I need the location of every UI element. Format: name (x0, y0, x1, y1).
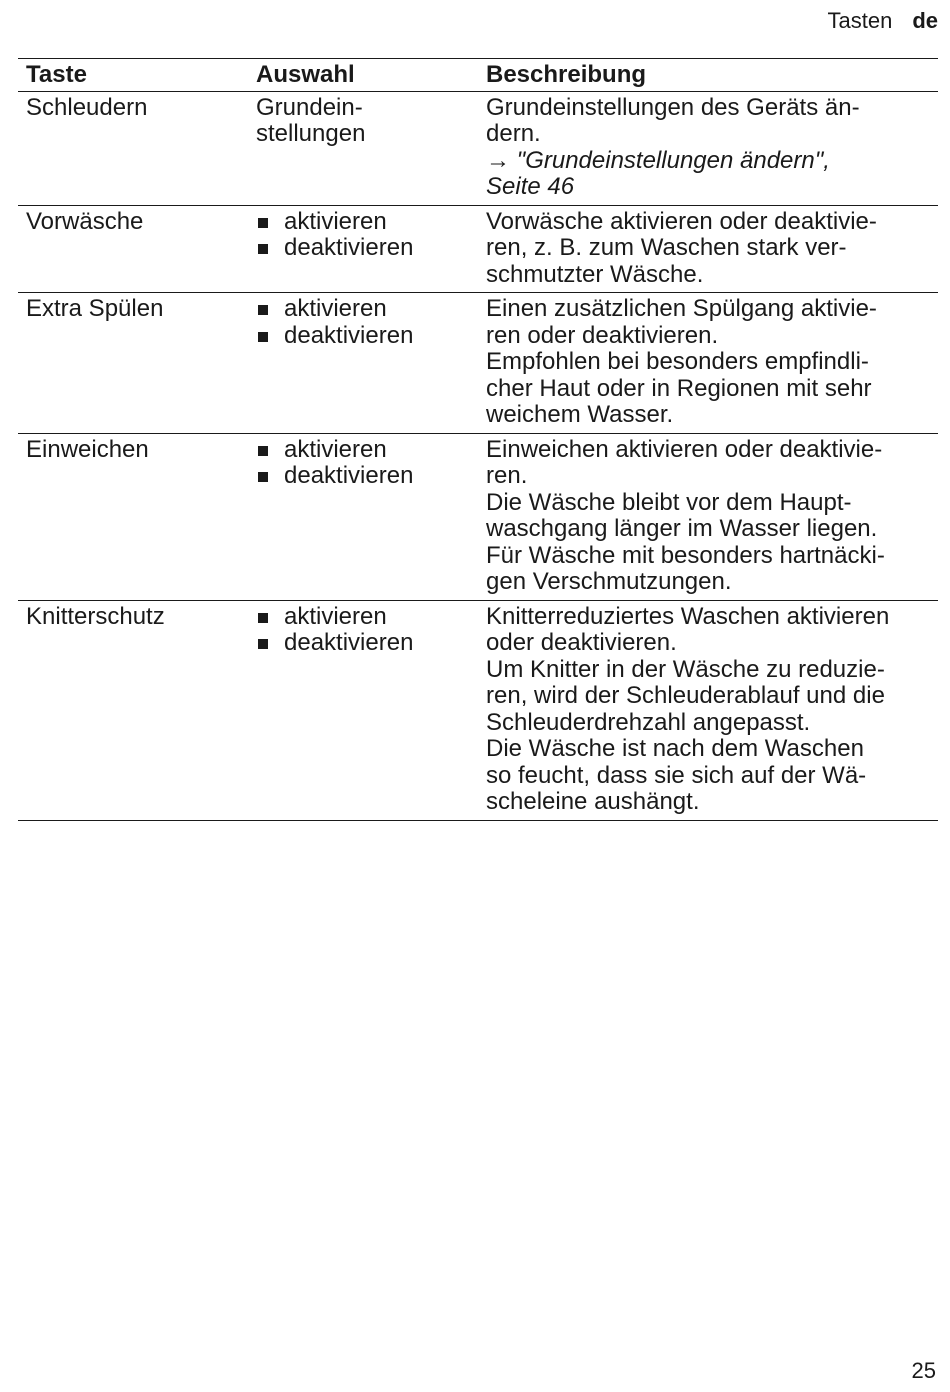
description-line: ren, wird der Schleuderablauf und die (486, 682, 885, 709)
option-list (256, 604, 478, 657)
column-header-description: Beschreibung (478, 59, 938, 92)
option-item: deaktivieren (256, 630, 478, 657)
description-line: waschgang länger im Wasser liegen. (486, 515, 878, 542)
option-item: aktivieren (256, 209, 478, 236)
language-code: de (912, 8, 938, 33)
description-line: Einweichen aktivieren oder deaktivie- (486, 435, 883, 463)
option-list (256, 296, 478, 349)
selection-cell (248, 205, 478, 293)
page-number: 25 (911, 1358, 936, 1383)
description-line: Die Wäsche bleibt vor dem Haupt- (486, 488, 852, 516)
key-cell: Knitterschutz (18, 600, 248, 820)
option-list (256, 209, 478, 262)
cross-reference-link[interactable]: → "Grundeinstellungen ändern", (486, 146, 830, 174)
table-row (18, 205, 938, 293)
description-line: Vorwäsche aktivieren oder deaktivie- (486, 207, 877, 235)
description-line: oder deaktivieren. (486, 629, 677, 656)
option-item: deaktivieren (256, 235, 478, 262)
column-header-key: Taste (18, 59, 248, 92)
section-title: Tasten (827, 8, 893, 33)
description-line: Knitterreduziertes Waschen aktivieren (486, 602, 890, 630)
description-cell (478, 205, 938, 293)
description-cell (478, 293, 938, 434)
table-row (18, 293, 938, 434)
key-cell: Vorwäsche (18, 205, 248, 293)
description-line: schmutzter Wäsche. (486, 260, 704, 288)
selection-cell (248, 600, 478, 820)
option-item: deaktivieren (256, 323, 478, 350)
key-cell: Einweichen (18, 433, 248, 600)
option-item: aktivieren (256, 296, 478, 323)
description-line: Schleuderdrehzahl angepasst. (486, 708, 811, 736)
description-line: Die Wäsche ist nach dem Waschen (486, 735, 864, 762)
description-cell (478, 91, 938, 205)
description-line: Einen zusätzlichen Spülgang aktivie- (486, 295, 877, 322)
selection-cell (248, 293, 478, 434)
running-header (827, 6, 938, 36)
key-cell: Extra Spülen (18, 293, 248, 434)
description-line: ren. (486, 462, 528, 489)
description-cell (478, 600, 938, 820)
selection-text-line: Grundein- (256, 93, 363, 121)
description-line: Für Wäsche mit besonders hartnäcki- (486, 541, 885, 569)
table-header-row (18, 59, 938, 92)
description-line: cher Haut oder in Regionen mit sehr (486, 374, 872, 402)
table-row (18, 91, 938, 205)
option-item: aktivieren (256, 604, 478, 631)
description-line: so feucht, dass sie sich auf der Wä- (486, 761, 867, 789)
description-cell (478, 433, 938, 600)
table-row (18, 433, 938, 600)
description-line: scheleine aushängt. (486, 788, 700, 815)
selection-text-line: stellungen (256, 120, 366, 147)
cross-reference-link[interactable]: Seite 46 (486, 173, 575, 200)
column-header-selection: Auswahl (248, 59, 478, 92)
key-cell: Schleudern (18, 91, 248, 205)
description-line: Empfohlen bei besonders empfindli- (486, 348, 869, 375)
description-line: Grundeinstellungen des Geräts än- (486, 93, 860, 121)
description-line: Um Knitter in der Wäsche zu reduzie- (486, 655, 885, 683)
description-line: ren oder deaktivieren. (486, 321, 719, 349)
description-line: gen Verschmutzungen. (486, 568, 732, 595)
description-line: dern. (486, 120, 541, 147)
option-item: deaktivieren (256, 463, 478, 490)
option-list (256, 437, 478, 490)
option-item: aktivieren (256, 437, 478, 464)
description-line: ren, z. B. zum Waschen stark ver- (486, 234, 847, 261)
selection-cell (248, 433, 478, 600)
description-line: weichem Wasser. (486, 401, 674, 428)
table-row (18, 600, 938, 820)
selection-cell (248, 91, 478, 205)
key-function-table (18, 58, 938, 821)
